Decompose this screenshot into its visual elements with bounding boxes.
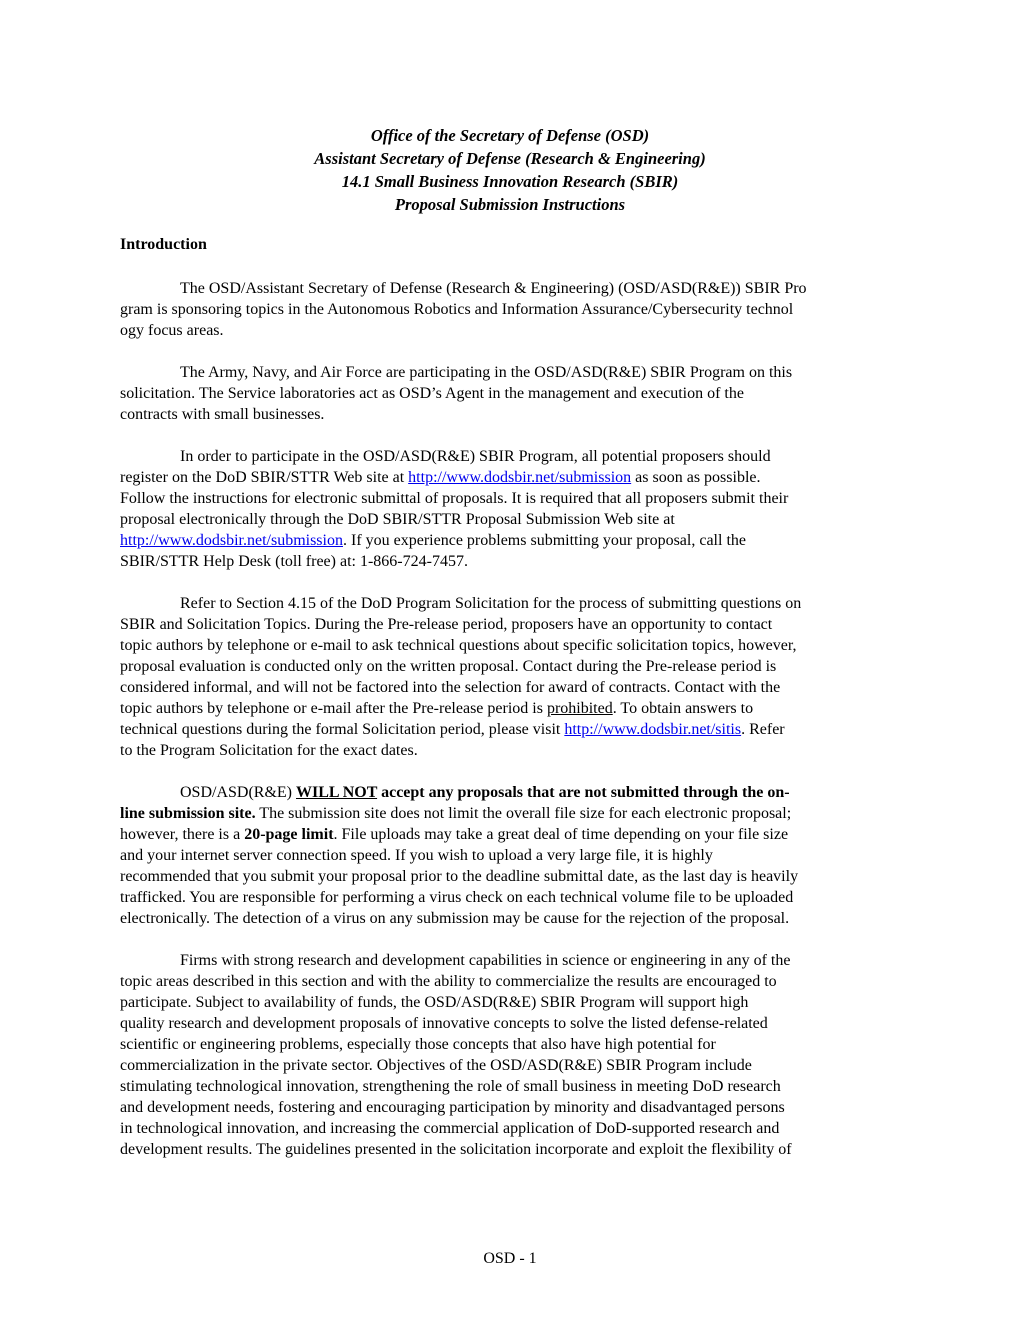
prohibited-emphasis: prohibited — [546, 700, 613, 717]
paragraph-1: The OSD/Assistant Secretary of Defense (Research & Engineering) (OSD/ASD(R&E)) SBIR Pro gram is sponsoring topics in the Autonomous Robotics and Information Assurance/Cybersecurity technol ogy focus areas. — [120, 280, 807, 339]
document-title — [120, 124, 900, 216]
title-line-3: 14.1 Small Business Innovation Research (SBIR) — [341, 172, 679, 191]
paragraph-4: Refer to Section 4.15 of the DoD Program Solicitation for the process of submitting questions on SBIR and Solicitation Topics. During the Pre-release period, proposers have an opportunity to contact topic authors by telephone or e-mail to ask technical questions about specific solicitation topics, however, proposal evaluation is conducted only on the written proposal. Contact during the Pre-release period is considered informal, and will not be factored into the selection for award of contracts. Contact with the topic authors by telephone or e-mail after the Pre-release period is prohibited. To obtain answers to technical questions during the formal Solicitation period, please visit http://www.dodsbir.net/sitis. Refer to the Program Solicitation for the exact dates. — [120, 595, 802, 759]
submission-link-1[interactable]: http://www.dodsbir.net/submission — [408, 469, 632, 486]
paragraph-5: OSD/ASD(R&E) WILL NOT accept any proposals that are not submitted through the on- line submission site. The submission site does not limit the overall file size for each electronic proposal; however, there is a 20-page limit. File uploads may take a great deal of time depending on your file size and your internet server connection speed. If you wish to upload a very large file, it is highly recommended that you submit your proposal prior to the deadline submittal date, as the last day is heavily trafficked. You are responsible for performing a virus check on each technical volume file to be uploaded electronically. The detection of a virus on any submission may be cause for the rejection of the proposal. — [120, 784, 799, 927]
paragraph-2: The Army, Navy, and Air Force are participating in the OSD/ASD(R&E) SBIR Program on this solicitation. The Service laboratories act as OSD’s Agent in the management and execution of the contracts with small businesses. — [120, 364, 793, 423]
sitis-link[interactable]: http://www.dodsbir.net/sitis — [564, 721, 742, 738]
document-body — [120, 278, 900, 1181]
paragraph-3: In order to participate in the OSD/ASD(R&E) SBIR Program, all potential proposers should register on the DoD SBIR/STTR Web site at http://www.dodsbir.net/submission as soon as possible. Follow the instructions for electronic submittal of proposals. It is required that all proposers submit their proposal electronically through the DoD SBIR/STTR Proposal Submission Web site at http://www.dodsbir.net/submission. If you experience problems submitting your proposal, call the SBIR/STTR Help Desk (toll free) at: 1-866-724-7457. — [120, 448, 789, 570]
title-line-4: Proposal Submission Instructions — [394, 195, 626, 214]
page-footer: OSD - 1 — [483, 1250, 537, 1267]
submission-link-2[interactable]: http://www.dodsbir.net/submission — [120, 532, 343, 549]
section-heading: Introduction — [120, 236, 207, 253]
title-line-2: Assistant Secretary of Defense (Research & Engineering) — [314, 149, 706, 168]
title-line-1: Office of the Secretary of Defense (OSD) — [370, 126, 650, 145]
page-limit-emphasis: 20-page limit — [244, 826, 334, 843]
will-not-emphasis: WILL NOT — [296, 784, 378, 801]
paragraph-6: Firms with strong research and development capabilities in science or engineering in any of the topic areas described in this section and with the ability to commercialize the results are encouraged to participate. Subject to availability of funds, the OSD/ASD(R&E) SBIR Program will support high quality research and development proposals of innovative concepts to solve the listed defense-related scientific or engineering problems, especially those concepts that also have high potential for commercialization in the private sector. Objectives of the OSD/ASD(R&E) SBIR Program include stimulating technological innovation, strengthening the role of small business in meeting DoD research and development needs, fostering and encouraging participation by minority and disadvantaged persons in technological innovation, and increasing the commercial application of DoD-supported research and development results. The guidelines presented in the solicitation incorporate and exploit the flexibility of — [120, 952, 792, 1158]
